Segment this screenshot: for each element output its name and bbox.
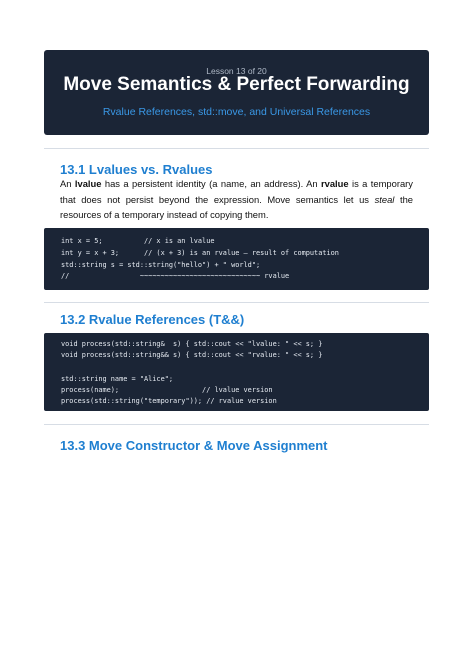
term-lvalue: lvalue	[74, 178, 102, 189]
code-line: void process(std::string& s) { std::cout << "lvalue: " << s; }	[61, 340, 323, 348]
section-heading-lvalues-rvalues: 13.1 Lvalues vs. Rvalues	[60, 162, 213, 177]
code-block-rvalue-references	[44, 333, 429, 411]
lesson-title: Move Semantics & Perfect Forwarding	[63, 74, 410, 95]
section-heading-rvalue-references: 13.2 Rvalue References (T&&)	[60, 312, 245, 327]
section-divider	[44, 424, 429, 425]
code-line: process(std::string("temporary")); // rvalue version	[61, 397, 277, 405]
code-line: int y = x + 3; // (x + 3) is an rvalue — result of computation	[61, 249, 339, 257]
section-divider	[44, 302, 429, 303]
code-line: void process(std::string&& s) { std::cout << "rvalue: " << s; }	[61, 351, 323, 359]
paragraph-text: has a persistent identity (a name, an address). An	[101, 178, 321, 189]
paragraph-text: is a temporary that does not persist beyond the expression. Move semantics let us	[60, 178, 413, 205]
paragraph-text: An	[60, 178, 75, 189]
code-line: process(name); // lvalue version	[61, 386, 273, 394]
code-line: std::string name = "Alice";	[61, 375, 174, 383]
code-block-lvalues	[44, 228, 429, 290]
term-rvalue: rvalue	[320, 178, 349, 189]
lesson-subtitle: Rvalue References, std::move, and Universal References	[102, 106, 371, 118]
lesson-number: Lesson 13 of 20	[206, 66, 267, 76]
code-line: int x = 5; // x is an lvalue	[61, 237, 215, 245]
emphasis-steal: steal	[374, 193, 395, 205]
section-heading-move-constructor: 13.3 Move Constructor & Move Assignment	[60, 438, 328, 453]
paragraph-text: the resources of a temporary instead of copying them.	[60, 193, 413, 220]
lesson-header-banner	[44, 50, 429, 135]
section-paragraph	[60, 176, 413, 223]
code-line: std::string s = std::string("hello") + " world";	[61, 261, 261, 269]
section-divider	[44, 148, 429, 149]
code-line: // ~~~~~~~~~~~~~~~~~~~~~~~~~~~~~ rvalue	[61, 272, 290, 280]
